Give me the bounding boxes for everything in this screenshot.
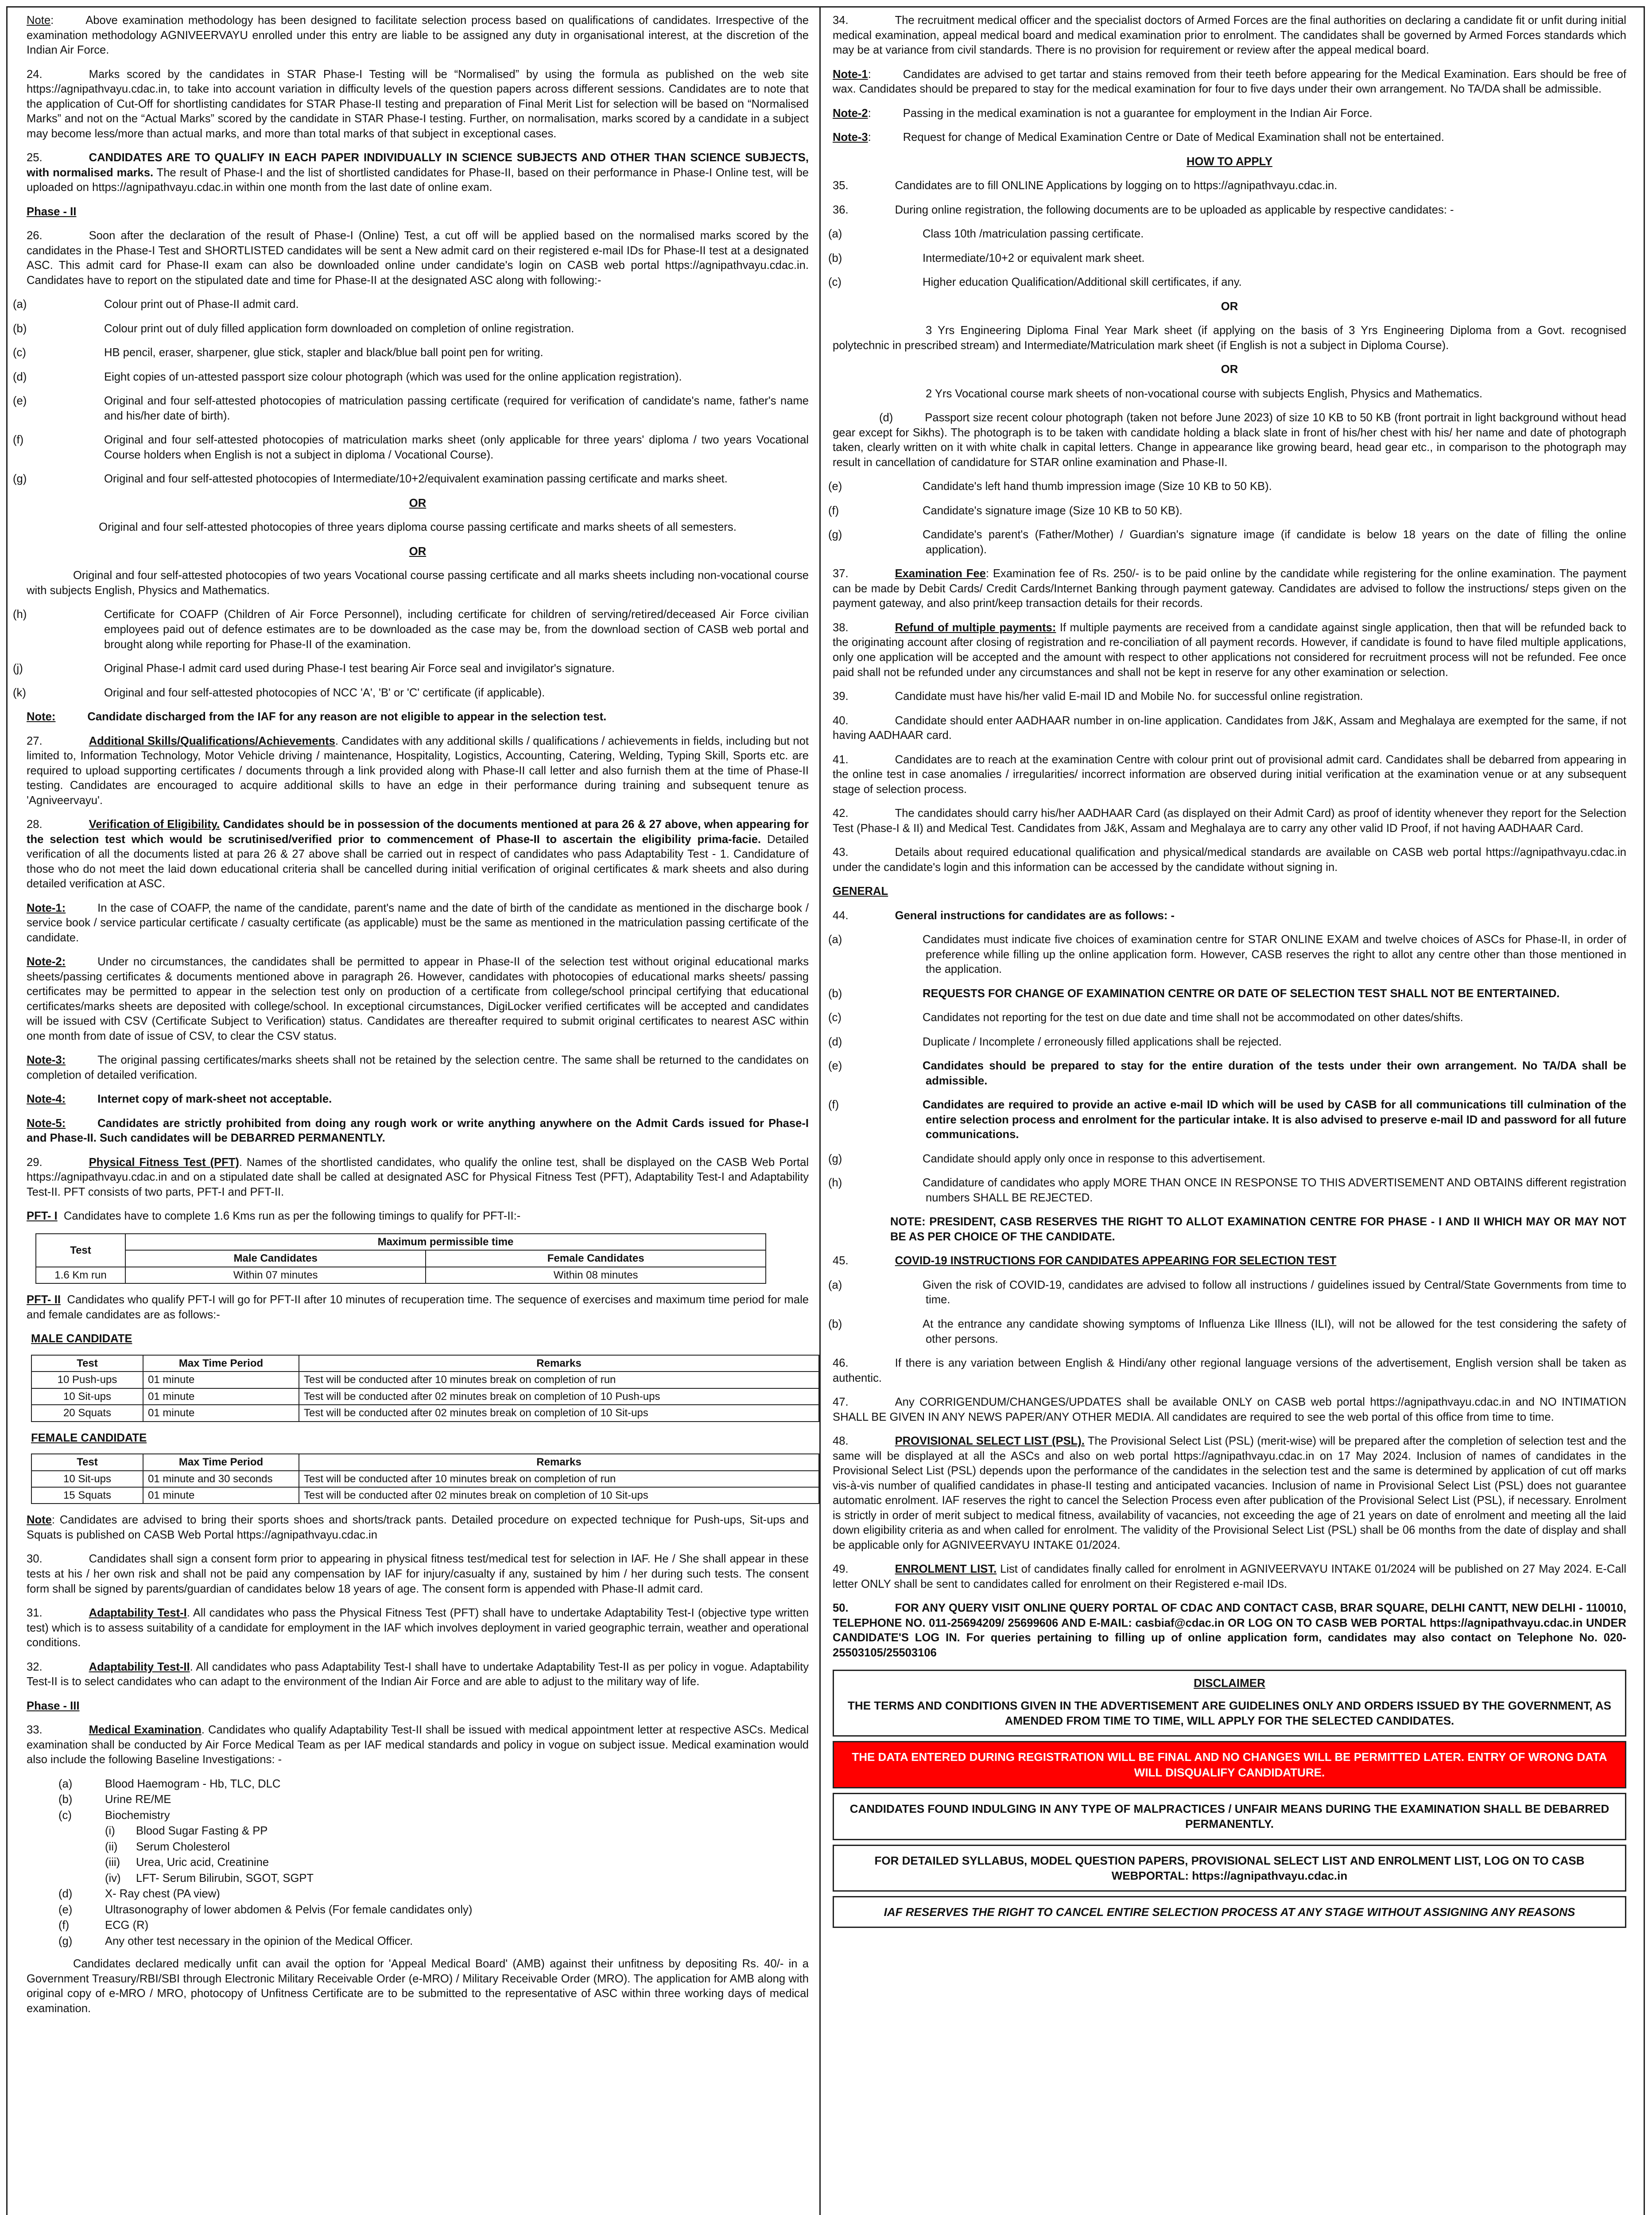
para-36-list-2 bbox=[828, 479, 1626, 557]
table-cell: Test will be conducted after 02 minutes break on completion of 10 Push-ups bbox=[299, 1388, 819, 1405]
list-item-text: Original and four self-attested photocopies of matriculation marks sheet (only applicable for three years' diploma / two years Vocational Course holders when English is not a subject in diploma / Vocational Course). bbox=[104, 434, 809, 461]
table-cell: Test will be conducted after 02 minutes break on completion of 10 Sit-ups bbox=[299, 1487, 819, 1504]
list-item-key: (c) bbox=[58, 1809, 72, 1822]
para-31: 31. Adaptability Test-I. All candidates who pass the Physical Fitness Test (PFT) shall have to undertake Adaptability Test-I (objective type written test) which is to assess suitability of a candidate for employment in the IAF which involves deployment in varied geographic terrain, weather and operational conditions. bbox=[27, 1607, 809, 1649]
list-item-text: HB pencil, eraser, sharpener, glue stick, stapler and black/blue ball point pen for writing. bbox=[104, 346, 543, 359]
para-36-or-1: 3 Yrs Engineering Diploma Final Year Mark sheet (if applying on the basis of 3 Yrs Engineering Diploma from a Govt. recognised polytechnic in prescribed stream) and Intermediate/Matriculation mark sheet (if English is not a subject in Diploma Course). bbox=[833, 324, 1626, 352]
malpractice-box: CANDIDATES FOUND INDULGING IN ANY TYPE OF MALPRACTICES / UNFAIR MEANS DURING THE EXAMINATION SHALL BE DEBARRED PERMANENTLY. bbox=[833, 1793, 1626, 1840]
wrong-data-warning-box: THE DATA ENTERED DURING REGISTRATION WILL BE FINAL AND NO CHANGES WILL BE PERMITTED LATER. ENTRY OF WRONG DATA WILL DISQUALIFY CANDIDATURE. bbox=[833, 1741, 1626, 1788]
para-36: 36. During online registration, the following documents are to be uploaded as applicable by respective candidates: - bbox=[833, 203, 1454, 216]
right-note-3: Note-3: Request for change of Medical Examination Centre or Date of Medical Examination shall not be entertained. bbox=[833, 131, 1444, 144]
para-41: 41. Candidates are to reach at the examination Centre with colour print out of provisional admit card. Candidates shall be debarred from appearing in the online test in case anomalies / irregularities/ incorrect information are observed during initial verification at the examination venue or at any subsequent stage of selection process. bbox=[833, 753, 1626, 796]
list-item-text: LFT- Serum Bilirubin, SGOT, SGPT bbox=[136, 1872, 314, 1885]
list-item bbox=[13, 370, 809, 385]
table-cell: Test will be conducted after 02 minutes break on completion of 10 Sit-ups bbox=[299, 1405, 819, 1421]
list-item bbox=[828, 1176, 1626, 1205]
list-item bbox=[828, 528, 1626, 557]
table-row bbox=[31, 1471, 819, 1487]
list-item-text: Class 10th /matriculation passing certificate. bbox=[923, 228, 1144, 241]
para-26-list bbox=[13, 297, 809, 487]
list-item-key: (c) bbox=[828, 276, 842, 289]
list-item-key: (b) bbox=[828, 987, 842, 1000]
table-cell: 01 minute and 30 seconds bbox=[143, 1471, 299, 1487]
list-item-key: (h) bbox=[13, 608, 27, 621]
para-37: 37. Examination Fee: Examination fee of Rs. 250/- is to be paid online by the candidate while registering for the online examination. The payment can be made by Debit Cards/ Credit Cards/Internet Banking through payment gateway. Candidates are advised to follow the instructions/ steps given on the payment gateway, and also print/keep transaction details for their records. bbox=[833, 567, 1626, 610]
table-cell: Test will be conducted after 10 minutes break on completion of run bbox=[299, 1372, 819, 1388]
table-header: Max Time Period bbox=[143, 1355, 299, 1372]
male-pft2-table bbox=[31, 1355, 819, 1422]
list-item bbox=[828, 1278, 1626, 1308]
table-header: Test bbox=[31, 1355, 143, 1372]
list-item-text: Original Phase-I admit card used during Phase-I test bearing Air Force seal and invigilator's signature. bbox=[104, 662, 615, 675]
list-item-text: Candidate's parent's (Father/Mother) / Guardian's signature image (if candidate is below 18 years on the date of filling the online application). bbox=[923, 528, 1626, 556]
list-item bbox=[13, 346, 809, 361]
para-36-list bbox=[828, 227, 1626, 290]
list-item-text: REQUESTS FOR CHANGE OF EXAMINATION CENTRE OR DATE OF SELECTION TEST SHALL NOT BE ENTERTAINED. bbox=[923, 987, 1560, 1000]
list-item bbox=[58, 1792, 809, 1807]
list-item-key: (e) bbox=[13, 395, 27, 408]
list-item-text: Candidate should apply only once in response to this advertisement. bbox=[923, 1152, 1265, 1165]
list-item-key: (f) bbox=[58, 1919, 70, 1932]
list-item bbox=[58, 1840, 809, 1855]
table-cell: 15 Squats bbox=[31, 1487, 143, 1504]
pft-2: PFT- II Candidates who qualify PFT-I will go for PFT-II after 10 minutes of recuperation time. The sequence of exercises and maximum time period for male and female candidates are as follows:- bbox=[27, 1294, 809, 1321]
note-discharged: Note: Candidate discharged from the IAF for any reason are not eligible to appear in the selection test. bbox=[27, 711, 607, 723]
para-40: 40. Candidate should enter AADHAAR number in on-line application. Candidates from J&K, Assam and Meghalaya are exempted for the same, if not having AADHAAR card. bbox=[833, 714, 1626, 742]
disclaimer-box bbox=[833, 1670, 1626, 1737]
cancel-process-box: IAF RESERVES THE RIGHT TO CANCEL ENTIRE SELECTION PROCESS AT ANY STAGE WITHOUT ASSIGNING ANY REASONS bbox=[833, 1896, 1626, 1928]
list-item bbox=[828, 1035, 1626, 1050]
note-3: Note-3: The original passing certificates/marks sheets shall not be retained by the selection centre. The same shall be returned to the candidates on completion of detailed verification. bbox=[27, 1054, 809, 1081]
note-methodology: Note: Above examination methodology has been designed to facilitate selection process based on qualifications of candidates. Irrespective of the examination methodology AGNIVEERVAYU enrolled under this entry are liable to be assigned any duty in organisational interest, at the discretion of the Indian Air Force. bbox=[27, 14, 809, 57]
list-item bbox=[828, 504, 1626, 519]
table-row bbox=[31, 1388, 819, 1405]
list-item-key: (f) bbox=[828, 1099, 839, 1111]
list-item-text: Ultrasonography of lower abdomen & Pelvis (For female candidates only) bbox=[105, 1903, 473, 1916]
para-26-g-or-2: Original and four self-attested photocopies of two years Vocational course passing certificate and all marks sheets including non-vocational course with subjects English, Physics and Mathematics. bbox=[27, 569, 809, 597]
list-item bbox=[58, 1887, 809, 1902]
list-item bbox=[58, 1934, 809, 1949]
list-item bbox=[58, 1903, 809, 1918]
list-item-key: (b) bbox=[13, 322, 27, 335]
list-item-key: (b) bbox=[828, 1318, 842, 1330]
table-header: Max Time Period bbox=[143, 1454, 299, 1470]
list-item-key: (d) bbox=[828, 1035, 842, 1048]
list-item-text: Blood Haemogram - Hb, TLC, DLC bbox=[105, 1777, 281, 1790]
list-item-text: Any other test necessary in the opinion of the Medical Officer. bbox=[105, 1935, 413, 1947]
list-item-key: (e) bbox=[58, 1903, 73, 1916]
table-cell: 01 minute bbox=[143, 1405, 299, 1421]
list-item bbox=[58, 1918, 809, 1933]
female-pft2-table bbox=[31, 1453, 819, 1504]
table-cell: Within 07 minutes bbox=[125, 1267, 426, 1283]
column-divider bbox=[819, 6, 821, 2215]
list-item bbox=[828, 1059, 1626, 1088]
list-item-text: Colour print out of Phase-II admit card. bbox=[104, 298, 299, 311]
list-item bbox=[58, 1871, 809, 1886]
list-item-text: X- Ray chest (PA view) bbox=[105, 1888, 220, 1900]
para-35: 35. Candidates are to fill ONLINE Applications by logging on to https://agnipathvayu.cdac.in. bbox=[833, 179, 1338, 192]
list-item-text: Candidates are required to provide an active e-mail ID which will be used by CASB for all communications till culmination of the entire selection process and enrolment for the particular intake. It is also advised to preserve e-mail ID and password for all future communications. bbox=[923, 1099, 1626, 1141]
list-item bbox=[58, 1808, 809, 1823]
table-cell: 01 minute bbox=[143, 1388, 299, 1405]
para-27: 27. Additional Skills/Qualifications/Achievements. Candidates with any additional skills / qualifications / achievements in fields, including but not limited to, Information Technology, Motor Vehicle driving / maintenance, Hospitality, Logistics, Accounting, Catering, Welding, Typing Skill, Sports etc. are required to upload supporting certificates / documents through a link provided along with Phase-II call letter and also furnish them at the time of Phase-II testing. Candidates are encouraged to acquire additional skills to have an edge in their performance during training and subsequent tenure as 'Agniveervayu'. bbox=[27, 734, 809, 807]
or-separator: OR bbox=[1221, 300, 1238, 313]
para-34: 34. The recruitment medical officer and the specialist doctors of Armed Forces are the final authorities on declaring a candidate fit or unfit during initial medical examination, appeal medical board and medical examination prior to enrolment. The candidates shall be governed by Armed Forces standards which may be at variance from civil standards. There is no provision for requirement or review after the appeal medical board. bbox=[833, 14, 1626, 57]
left-column bbox=[13, 13, 815, 2025]
list-item-key: (c) bbox=[13, 346, 26, 359]
list-item-text: Colour print out of duly filled application form downloaded on completion of online registration. bbox=[104, 322, 574, 335]
table-header: Maximum permissible time bbox=[125, 1234, 766, 1250]
para-45-list bbox=[828, 1278, 1626, 1347]
list-item bbox=[58, 1855, 809, 1870]
para-39: 39. Candidate must have his/her valid E-mail ID and Mobile No. for successful online registration. bbox=[833, 690, 1363, 703]
para-29: 29. Physical Fitness Test (PFT). Names of the shortlisted candidates, who qualify the online test, shall be displayed on the CASB Web Portal https://agnipathvayu.cdac.in and on a stipulated date shall be called at designated ASC for Physical Fitness Test (PFT), Adaptability Test-I and Adaptability Test-II. PFT consists of two parts, PFT-I and PFT-II. bbox=[27, 1156, 809, 1198]
table-header: Test bbox=[31, 1454, 143, 1470]
list-item-key: (f) bbox=[13, 434, 24, 447]
list-item-key: (k) bbox=[13, 686, 26, 699]
note-5: Note-5: Candidates are strictly prohibited from doing any rough work or write anything anywhere on the Admit Cards issued for Phase-I and Phase-II. Such candidates will be DEBARRED PERMANENTLY. bbox=[27, 1117, 809, 1145]
para-45: 45. COVID-19 INSTRUCTIONS FOR CANDIDATES APPEARING FOR SELECTION TEST bbox=[833, 1255, 1337, 1267]
list-item bbox=[13, 661, 809, 676]
para-36-or-2: 2 Yrs Vocational course mark sheets of non-vocational course with subjects English, Physics and Mathematics. bbox=[926, 387, 1483, 400]
list-item-text: Higher education Qualification/Additional skill certificates, if any. bbox=[923, 276, 1242, 289]
list-item bbox=[58, 1824, 809, 1839]
right-column bbox=[823, 13, 1637, 1932]
list-item-text: Candidate's left hand thumb impression image (Size 10 KB to 50 KB). bbox=[923, 480, 1272, 493]
list-item bbox=[828, 987, 1626, 1002]
list-item bbox=[13, 394, 809, 424]
list-item-key: (i) bbox=[105, 1825, 115, 1838]
list-item-key: (a) bbox=[828, 933, 842, 946]
para-33: 33. Medical Examination. Candidates who qualify Adaptability Test-II shall be issued with medical appointment letter at respective ASCs. Medical examination shall be conducted by Air Force Medical Team as per IAF medical standards and policy in vogue on subject issue. Medical examination would also include the following Baseline Investigations: - bbox=[27, 1724, 809, 1766]
table-cell: 01 minute bbox=[143, 1372, 299, 1388]
para-25: 25. CANDIDATES ARE TO QUALIFY IN EACH PAPER INDIVIDUALLY IN SCIENCE SUBJECTS AND OTHER THAN SCIENCE SUBJECTS, with normalised marks. The result of Phase-I and the list of shortlisted candidates for Phase-II, based on their performance in Phase-I Online test, will be uploaded on https://agnipathvayu.cdac.in within one month from the last date of online exam. bbox=[27, 152, 809, 194]
list-item-text: Given the risk of COVID-19, candidates are advised to follow all instructions / guidelines issued by Central/State Governments from time to time. bbox=[923, 1278, 1626, 1306]
list-item bbox=[828, 1317, 1626, 1347]
note-sports-shoes: Note: Candidates are advised to bring their sports shoes and shorts/track pants. Detailed procedure on expected technique for Push-ups, Sit-ups and Squats is published on CASB Web Portal https://agnipathvayu.cdac.in bbox=[27, 1514, 809, 1541]
table-cell: 10 Sit-ups bbox=[31, 1388, 143, 1405]
list-item-key: (a) bbox=[828, 1278, 842, 1291]
note-1: Note-1: In the case of COAFP, the name of the candidate, parent's name and the date of birth of the candidate as mentioned in the discharge book / service book / service particular certificate / casualty certificate (as applicable) must be the same as mentioned in the matriculation passing certificate of the candidate. bbox=[27, 902, 809, 944]
list-item-key: (e) bbox=[828, 480, 842, 493]
para-43: 43. Details about required educational qualification and physical/medical standards are available on CASB web portal https://agnipathvayu.cdac.in under the candidate's login and this information can be accessed by the candidate without signing in. bbox=[833, 846, 1626, 874]
list-item-text: Original and four self-attested photocopies of matriculation passing certificate (required for verification of candidate's name, father's name and his/her date of birth). bbox=[104, 395, 809, 422]
note-4: Note-4: Internet copy of mark-sheet not acceptable. bbox=[27, 1093, 332, 1106]
list-item-text: Certificate for COAFP (Children of Air Force Personnel), including certificate for children of serving/retired/deceased Air Force civilian employees paid out of defence estimates are to be downloaded as the case may be, from the download section of CASB web portal and brought along while reporting for Phase-II of the examination. bbox=[104, 608, 809, 651]
list-item-text: Urine RE/ME bbox=[105, 1793, 171, 1806]
list-item-text: Candidature of candidates who apply MORE THAN ONCE IN RESPONSE TO THIS ADVERTISEMENT AND OBTAINS different registration numbers SHALL BE REJECTED. bbox=[923, 1177, 1626, 1204]
list-item bbox=[13, 322, 809, 337]
list-item bbox=[828, 1010, 1626, 1026]
list-item-key: (g) bbox=[828, 1152, 842, 1165]
note-2: Note-2: Under no circumstances, the candidates shall be permitted to appear in Phase-II of the selection test without original educational marks sheets/passing certificates & documents mentioned above in paragraph 26. However, candidates with photocopies of educational marks sheets/ passing certificates may be permitted to appear in the selection test only on production of a certificate from college/school principal certifying that educational certificates/marks sheets are deposited with college/school. In exceptional circumstances, DigiLocker verified certificates will be accepted and candidates will be issued with CSV (Certificate Subject to Verification) status. Candidates are thereafter required to submit original certificates to nearest ASC within one month from date of issue of CSV, to clear the CSV status. bbox=[27, 956, 809, 1042]
list-item-key: (a) bbox=[58, 1777, 73, 1790]
para-49: 49. ENROLMENT LIST. List of candidates finally called for enrolment in AGNIVEERVAYU INTAKE 01/2024 will be published on 27 May 2024. E-Call letter ONLY shall be sent to candidates called for enrolment on their Registered e-mail IDs. bbox=[833, 1563, 1627, 1590]
para-26-g-or-1: Original and four self-attested photocopies of three years diploma course passing certificate and marks sheets of all semesters. bbox=[99, 521, 737, 534]
phase-3-heading: Phase - III bbox=[27, 1699, 80, 1712]
para-47: 47. Any CORRIGENDUM/CHANGES/UPDATES shall be available ONLY on CASB web portal https://agnipathvayu.cdac.in and NO INTIMATION SHALL BE GIVEN IN ANY NEWS PAPER/ANY OTHER MEDIA. All candidates are required to see the web portal of this office from time to time. bbox=[833, 1396, 1626, 1423]
disclaimer-text: THE TERMS AND CONDITIONS GIVEN IN THE ADVERTISEMENT ARE GUIDELINES ONLY AND ORDERS ISSUED BY THE GOVERNMENT, AS AMENDED FROM TIME TO TIME, WILL APPLY FOR THE SELECTED CANDIDATES. bbox=[848, 1698, 1611, 1727]
table-header: Female Candidates bbox=[426, 1250, 766, 1267]
general-heading: GENERAL bbox=[833, 885, 888, 898]
table-header: Remarks bbox=[299, 1454, 819, 1470]
list-item-key: (a) bbox=[13, 298, 27, 311]
list-item-text: Candidates should be prepared to stay for the entire duration of the tests under their own arrangement. No TA/DA shall be admissible. bbox=[923, 1060, 1626, 1087]
list-item bbox=[828, 275, 1626, 290]
list-item-text: Original and four self-attested photocopies of Intermediate/10+2/equivalent examination passing certificate and marks sheet. bbox=[104, 473, 728, 486]
list-item bbox=[828, 1098, 1626, 1142]
para-32: 32. Adaptability Test-II. All candidates who pass Adaptability Test-I shall have to undertake Adaptability Test-II as per policy in vogue. Adaptability Test-II is to select candidates who can adapt to the environment of the Indian Air Force and are able to adjust to the military way of life. bbox=[27, 1660, 809, 1688]
list-item-text: Original and four self-attested photocopies of NCC 'A', 'B' or 'C' certificate (if applicable). bbox=[104, 686, 545, 699]
table-cell: Test will be conducted after 10 minutes break on completion of run bbox=[299, 1471, 819, 1487]
list-item-text: Blood Sugar Fasting & PP bbox=[136, 1825, 268, 1838]
list-item-text: Candidate's signature image (Size 10 KB to 50 KB). bbox=[923, 504, 1183, 517]
list-item-key: (f) bbox=[828, 504, 839, 517]
list-item-key: (a) bbox=[828, 228, 842, 241]
para-50: 50. FOR ANY QUERY VISIT ONLINE QUERY PORTAL OF CDAC AND CONTACT CASB, BRAR SQUARE, DELHI CANTT, NEW DELHI - 110010, TELEPHONE NO. 011-25694209/ 25699606 AND E-MAIL: casbiaf@cdac.in OR LOG ON TO CASB WEB PORTAL https://agnipathvayu.cdac.in UNDER CANDIDATE'S LOG IN. For queries pertaining to filling up of online application form, candidates may also contact on Telephone No. 020-25503105/25503106 bbox=[833, 1602, 1626, 1659]
pft-1: PFT- I Candidates have to complete 1.6 Kms run as per the following timings to qualify for PFT-II:- bbox=[27, 1210, 521, 1223]
table-header: Remarks bbox=[299, 1355, 819, 1372]
list-item bbox=[828, 1152, 1626, 1167]
para-44: 44. General instructions for candidates are as follows: - bbox=[833, 909, 1175, 922]
list-item-key: (ii) bbox=[105, 1840, 118, 1853]
female-candidate-heading: FEMALE CANDIDATE bbox=[31, 1431, 147, 1444]
list-item-key: (e) bbox=[828, 1060, 842, 1073]
para-38: 38. Refund of multiple payments: If multiple payments are received from a candidate against single application, then that will be refunded back to the originating account after closing of registration and re-conciliation of all payment records. However, if candidate is found to have filed multiple applications, only one application will be accepted and the amount with respect to other applications not considered for recruitment process will not be refunded. Fee once paid shall not be refunded under any circumstances and shall not be kept in reserve for any other examination or selection. bbox=[833, 621, 1626, 679]
list-item bbox=[828, 227, 1626, 242]
list-item-key: (iv) bbox=[105, 1872, 121, 1885]
list-item bbox=[828, 479, 1626, 494]
list-item bbox=[58, 1777, 809, 1792]
list-item bbox=[828, 251, 1626, 266]
list-item bbox=[13, 433, 809, 462]
male-candidate-heading: MALE CANDIDATE bbox=[31, 1333, 132, 1345]
list-item-text: Duplicate / Incomplete / erroneously filled applications shall be rejected. bbox=[923, 1035, 1282, 1048]
para-44-note: NOTE: PRESIDENT, CASB RESERVES THE RIGHT TO ALLOT EXAMINATION CENTRE FOR PHASE - I AND II WHICH MAY OR MAY NOT BE AS PER CHOICE OF THE CANDIDATE. bbox=[890, 1216, 1626, 1243]
list-item bbox=[13, 297, 809, 312]
para-33-amb: Candidates declared medically unfit can avail the option for 'Appeal Medical Board' (AMB) against their unfitness by depositing Rs. 40/- in a Government Treasury/RBI/SBI through Electronic Military Receivable Order (e-MRO) / Military Receivable Order (MRO). The application for AMB along with original copy of e-MRO / MRO, photocopy of Unfitness Certificate are to be submitted to the representative of ASC within three working days of medical examination. bbox=[27, 1958, 809, 2015]
or-separator: OR bbox=[1221, 363, 1238, 376]
list-item-key: (iii) bbox=[105, 1856, 120, 1869]
table-header: Male Candidates bbox=[125, 1250, 426, 1267]
list-item-key: (d) bbox=[13, 370, 27, 383]
or-separator: OR bbox=[409, 497, 427, 509]
syllabus-box: FOR DETAILED SYLLABUS, MODEL QUESTION PAPERS, PROVISIONAL SELECT LIST AND ENROLMENT LIST, LOG ON TO CASB WEBPORTAL: https://agnipathvayu.cdac.in bbox=[833, 1845, 1626, 1892]
para-44-list bbox=[828, 933, 1626, 1205]
para-48: 48. PROVISIONAL SELECT LIST (PSL). The Provisional Select List (PSL) (merit-wise) will be prepared after the completion of selection test and the same will be displayed at all the ASCs and also on web portal https://agnipathvayu.cdac.in on 17 May 2024. Inclusion of names of candidates in the Provisional Select List (PSL) depends upon the performance of the candidates in the selection test and the same is determined by application of cut off marks vis-à-vis number of qualified candidates in phase-II testing and anticipated vacancies. Inclusion of name in Provisional Select List (PSL) does not guarantee automatic enrolment. IAF reserves the right to cancel the Selection Process even after publication of the Provisional Select List (PSL), if necessary. Enrolment is strictly in order of merit subject to medical fitness, availability of vacancies, not exceeding the age of 21 years on date of enrolment and meeting all the laid down eligibility criteria as and when called for enrolment. The validity of the Provisional Select List (PSL) shall be 06 months from the date of display and shall be applicable only for AGNIVEERVAYU INTAKE 01/2024. bbox=[833, 1435, 1627, 1551]
table-row bbox=[31, 1405, 819, 1421]
list-item-text: Intermediate/10+2 or equivalent mark sheet. bbox=[923, 252, 1145, 264]
list-item-key: (g) bbox=[58, 1935, 73, 1947]
list-item bbox=[13, 607, 809, 652]
table-row bbox=[31, 1372, 819, 1388]
para-42: 42. The candidates should carry his/her AADHAAR Card (as displayed on their Admit Card) as proof of identity whenever they report for the Selection Test (Phase-I & II) and Medical Test. Candidates from J&K, Assam and Meghalaya are to carry any other valid ID Proof, if not having AADHAAR Card. bbox=[833, 807, 1626, 835]
pft1-table bbox=[35, 1233, 766, 1284]
para-36-d: (d) Passport size recent colour photograph (taken not before June 2023) of size 10 KB to 50 KB (front portrait in light background without head gear except for Sikhs). The photograph is to be taken with candidate holding a black slate in front of his/her chest with his/ her name and date of photograph taken, clearly written on it with white chalk in capital letters. Change in appearance like growing beard, head gear etc., in comparison to the photograph may result in cancellation of candidature for STAR online examination and Phase-II. bbox=[833, 412, 1626, 469]
table-cell: 1.6 Km run bbox=[36, 1267, 125, 1283]
para-26-list-2 bbox=[13, 607, 809, 700]
phase-2-heading: Phase - II bbox=[27, 205, 77, 218]
list-item-key: (c) bbox=[828, 1011, 842, 1024]
table-cell: Within 08 minutes bbox=[426, 1267, 766, 1283]
list-item-text: Eight copies of un-attested passport size colour photograph (which was used for the online application registration). bbox=[104, 370, 682, 383]
table-header: Test bbox=[36, 1234, 125, 1267]
list-item bbox=[13, 686, 809, 701]
list-item-text: Serum Cholesterol bbox=[136, 1840, 230, 1853]
list-item-key: (b) bbox=[828, 252, 842, 264]
para-30: 30. Candidates shall sign a consent form prior to appearing in physical fitness test/medical test for selection in IAF. He / She shall appear in these tests at his / her own risk and shall not be paid any compensation by IAF for injury/casualty if any, sustained by him / her during such tests. The consent form shall be signed by parents/guardian of candidates below 18 years of age. The consent form is appended with Phase-II admit card. bbox=[27, 1553, 809, 1595]
list-item-text: Urea, Uric acid, Creatinine bbox=[136, 1856, 269, 1869]
baseline-investigations-list bbox=[27, 1777, 809, 1949]
para-26: 26. Soon after the declaration of the result of Phase-I (Online) Test, a cut off will be applied based on the normalised marks scored by the candidates in the Phase-I Test and SHORTLISTED candidates will be sent a New admit card on their registered e-mail IDs for Phase-II test at a designated ASC. This admit card for Phase-II exam can also be downloaded online under candidate's login on CASB web portal https://agnipathvayu.cdac.in. Candidates have to report on the stipulated date and time for Phase-II at the designated ASC along with following:- bbox=[27, 229, 809, 287]
table-cell: 10 Push-ups bbox=[31, 1372, 143, 1388]
table-row bbox=[36, 1267, 766, 1283]
list-item-key: (b) bbox=[58, 1793, 73, 1806]
how-to-apply-heading: HOW TO APPLY bbox=[1187, 155, 1272, 168]
list-item bbox=[828, 933, 1626, 977]
disclaimer-title: DISCLAIMER bbox=[1194, 1676, 1265, 1690]
list-item-text: ECG (R) bbox=[105, 1919, 149, 1932]
para-24: 24. Marks scored by the candidates in STAR Phase-I Testing will be “Normalised” by using the formula as published on the web site https://agnipathvayu.cdac.in, to take into account variation in difficulty levels of the question papers across different sessions. Candidates are to note that the application of Cut-Off for shortlisting candidates for STAR Phase-II testing and preparation of Final Merit List for selection will be based on “Normalised Marks” and not on the “Actual Marks” scored by the candidate in STAR Phase-I testing. Further, on normalisation, marks scored by a candidate in a subject may become less/more than actual marks, and more than total marks of that subject in exceptional cases. bbox=[27, 68, 809, 140]
table-cell: 01 minute bbox=[143, 1487, 299, 1504]
list-item-key: (g) bbox=[828, 528, 842, 541]
list-item-text: Biochemistry bbox=[105, 1809, 170, 1822]
list-item-key: (d) bbox=[58, 1888, 73, 1900]
list-item-text: Candidates not reporting for the test on due date and time shall not be accommodated on other dates/shifts. bbox=[923, 1011, 1463, 1024]
list-item-key: (g) bbox=[13, 473, 27, 486]
table-row bbox=[31, 1487, 819, 1504]
para-46: 46. If there is any variation between English & Hindi/any other regional language versions of the advertisement, English version shall be taken as authentic. bbox=[833, 1357, 1626, 1384]
list-item-key: (h) bbox=[828, 1177, 842, 1189]
or-separator: OR bbox=[409, 545, 427, 558]
right-note-2: Note-2: Passing in the medical examination is not a guarantee for employment in the Indian Air Force. bbox=[833, 107, 1373, 120]
list-item-text: At the entrance any candidate showing symptoms of Influenza Like Illness (ILI), will not be allowed for the test considering the safety of other persons. bbox=[923, 1318, 1626, 1345]
table-cell: 20 Squats bbox=[31, 1405, 143, 1421]
para-28: 28. Verification of Eligibility. Candidates should be in possession of the documents mentioned at para 26 & 27 above, when appearing for the selection test which would be scrutinised/verified prior to commencement of Phase-II to ascertain the eligibility prima-facie. Detailed verification of all the documents listed at para 26 & 27 above shall be carried out in respect of candidates who pass Adaptability Test - 1. Candidature of those who do not meet the laid down educational criteria shall be cancelled during initial verification of original certificates & mark sheets and also during detailed verification at ASC. bbox=[27, 818, 809, 890]
list-item-key: (j) bbox=[13, 662, 23, 675]
table-cell: 10 Sit-ups bbox=[31, 1471, 143, 1487]
list-item-text: Candidates must indicate five choices of examination centre for STAR ONLINE EXAM and twelve choices of ASCs for Phase-II, in order of preference while filling up the online application form. However, CASB reserves the right to allot any centre other than those mentioned in the application. bbox=[923, 933, 1626, 976]
right-note-1: Note-1: Candidates are advised to get tartar and stains removed from their teeth before appearing for the Medical Examination. Ears should be free of wax. Candidates should be prepared to stay for the medical examination for four to five days under their own arrangement. No TA/DA shall be admissible. bbox=[833, 68, 1626, 96]
list-item bbox=[13, 472, 809, 487]
